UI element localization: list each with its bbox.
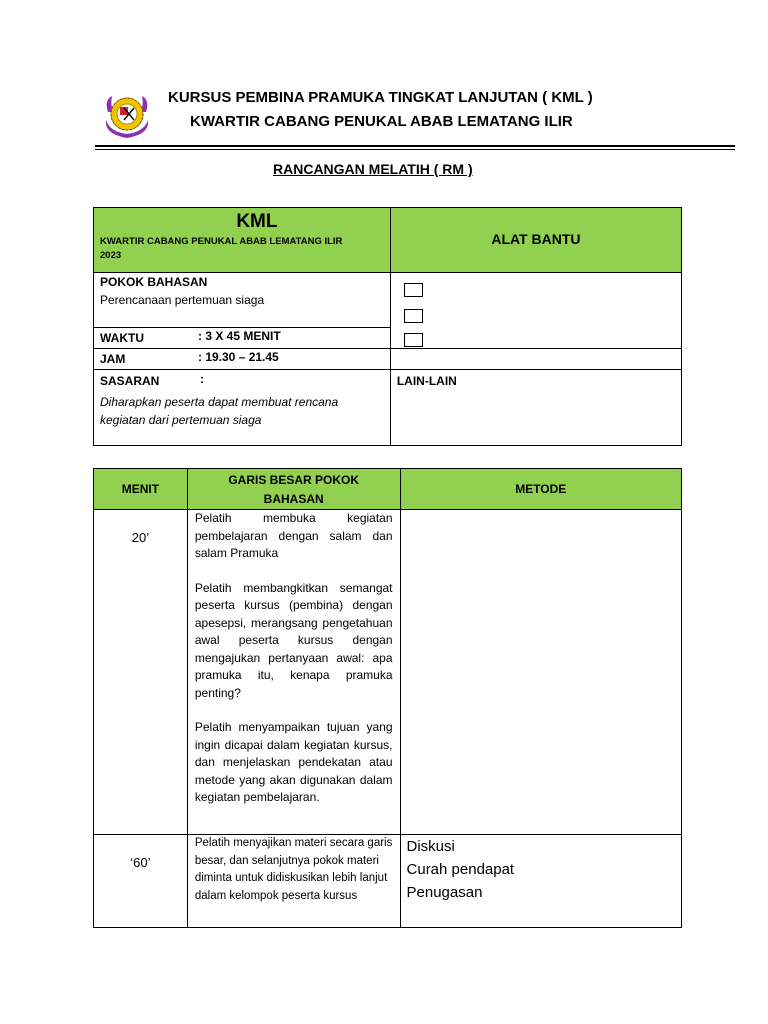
- alat-bantu-header-cell: [390, 208, 681, 273]
- row1-metode-cell: [400, 510, 681, 835]
- row1-menit: 20’: [131, 530, 150, 545]
- waktu-label: WAKTU: [100, 331, 144, 345]
- scout-emblem-logo: [100, 90, 154, 140]
- col-header-garis-besar: [187, 469, 400, 510]
- sasaran-cell: [94, 370, 391, 446]
- kml-org-line: KWARTIR CABANG PENUKAL ABAB LEMATANG ILIR: [100, 236, 343, 247]
- checkbox-1[interactable]: [404, 283, 423, 297]
- waktu-value: : 3 X 45 MENIT: [198, 329, 281, 343]
- row2-menit: ‘60’: [130, 855, 151, 870]
- col-header-metode: [400, 469, 681, 510]
- table-row: [94, 835, 682, 928]
- alat-bantu-label: ALAT BANTU: [491, 231, 581, 247]
- plan-table: [93, 468, 682, 928]
- row1-paragraph-1: Pelatih membuka kegiatan pembelajaran dengan salam dan salam Pramuka: [194, 511, 393, 560]
- row1-menit-cell: [94, 510, 188, 835]
- jam-right-cell: [390, 349, 681, 370]
- row2-menit-cell: [94, 835, 188, 928]
- lain-lain-cell: [390, 370, 681, 446]
- waktu-cell: [94, 328, 391, 349]
- checkbox-2[interactable]: [404, 309, 423, 323]
- col-menit-label: MENIT: [121, 482, 160, 496]
- metode-item: Penugasan: [406, 884, 483, 901]
- col-garis-label-1: GARIS BESAR POKOK: [228, 472, 360, 487]
- kml-year: 2023: [100, 250, 122, 261]
- header-rule-thin: [95, 149, 735, 150]
- col-header-menit: [94, 469, 188, 510]
- row2-paragraph-1: Pelatih menyajikan materi secara garis besar, dan selanjutnya pokok materi diminta untuk didiskusikan lebih lanjut dalam kelompok peserta kursus: [194, 837, 393, 902]
- kml-header-cell: [94, 208, 391, 273]
- kml-title: KML: [236, 211, 278, 232]
- sasaran-colon: :: [200, 372, 204, 386]
- col-garis-label-2: BAHASAN: [263, 491, 324, 506]
- header-rule-thick: [95, 145, 735, 147]
- pokok-bahasan-value: Perencanaan pertemuan siaga: [100, 293, 265, 307]
- header-line-2: KWARTIR CABANG PENUKAL ABAB LEMATANG ILIR: [190, 113, 573, 130]
- checkbox-3[interactable]: [404, 333, 423, 347]
- header-line-1: KURSUS PEMBINA PRAMUKA TINGKAT LANJUTAN ( KML ): [168, 89, 593, 106]
- table-row: [94, 510, 682, 835]
- row1-garis-cell: [187, 510, 400, 835]
- metode-item: Curah pendapat: [406, 861, 515, 878]
- row1-paragraph-3: Pelatih menyampaikan tujuan yang ingin dicapai dalam kegiatan kursus, dan menjelaskan pendekatan atau metode yang akan digunakan dalam kegiatan pembelajaran.: [194, 720, 393, 804]
- info-table: [93, 207, 682, 446]
- sasaran-line-1: Diharapkan peserta dapat membuat rencana: [100, 395, 339, 409]
- sasaran-line-2: kegiatan dari pertemuan siaga: [100, 413, 262, 427]
- col-metode-label: METODE: [515, 482, 567, 496]
- row2-garis-cell: [187, 835, 400, 928]
- sasaran-label: SASARAN: [100, 374, 160, 388]
- alat-bantu-checkbox-cell: [390, 273, 681, 349]
- row2-metode-cell: [400, 835, 681, 928]
- row1-paragraph-2: Pelatih membangkitkan semangat peserta kursus (pembina) dengan apesepsi, merangsang pengetahuan awal peserta kursus dengan mengajukan pertanyaan awal: apa pramuka itu, kenapa pramuka penting?: [194, 580, 393, 700]
- lain-lain-label: LAIN-LAIN: [396, 374, 457, 388]
- metode-item: Diskusi: [406, 838, 455, 855]
- jam-value: : 19.30 – 21.45: [198, 350, 279, 364]
- pokok-bahasan-cell: [94, 273, 391, 328]
- page-title: RANCANGAN MELATIH ( RM ): [273, 161, 473, 177]
- jam-label: JAM: [100, 352, 126, 366]
- pokok-bahasan-label: POKOK BAHASAN: [100, 275, 208, 289]
- jam-cell: [94, 349, 391, 370]
